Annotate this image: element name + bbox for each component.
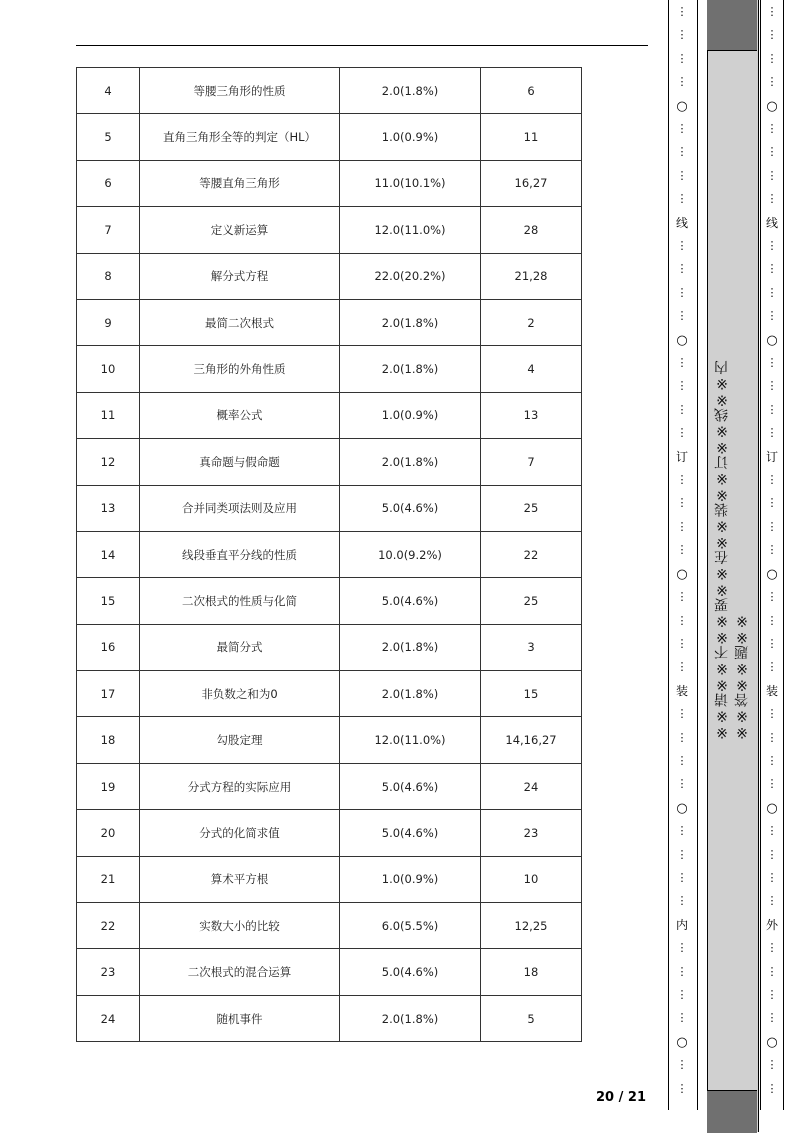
outer-dots: ⋮	[766, 496, 778, 510]
inner-dots: ⋮	[676, 5, 688, 18]
knowledge-point: 实数大小的比较	[140, 903, 340, 949]
question-numbers: 14,16,27	[481, 717, 582, 763]
table-row	[77, 856, 582, 902]
inner-dots: ⋮	[676, 870, 688, 884]
inner-dots: ⋮	[676, 473, 688, 487]
inner-circle-mark: ○	[676, 332, 688, 348]
inner-label: 装	[675, 683, 688, 698]
inner-circle-mark: ○	[676, 1034, 688, 1050]
outer-dots: ⋮	[766, 613, 778, 627]
outer-dots: ⋮	[766, 964, 778, 978]
inner-dots: ⋮	[676, 660, 688, 674]
inner-circle-mark: ○	[676, 98, 688, 114]
table-row	[77, 299, 582, 345]
outer-dots: ⋮	[766, 285, 778, 299]
score-ratio: 5.0(4.6%)	[340, 949, 481, 995]
row-number: 10	[77, 346, 140, 392]
outer-label: 订	[765, 449, 778, 464]
question-numbers: 5	[481, 995, 582, 1041]
inner-dots: ⋮	[676, 285, 688, 299]
score-ratio: 12.0(11.0%)	[340, 717, 481, 763]
outer-dots: ⋮	[766, 192, 778, 206]
inner-dots: ⋮	[676, 777, 688, 791]
outer-circle-mark: ○	[766, 98, 778, 114]
table-row	[77, 671, 582, 717]
table-row	[77, 114, 582, 160]
outer-dots: ⋮	[766, 777, 778, 791]
outer-dots: ⋮	[766, 730, 778, 744]
knowledge-point: 概率公式	[140, 392, 340, 438]
outer-dots: ⋮	[766, 239, 778, 253]
score-ratio: 2.0(1.8%)	[340, 671, 481, 717]
row-number: 24	[77, 995, 140, 1041]
outer-dots: ⋮	[766, 636, 778, 650]
inner-dots: ⋮	[676, 145, 688, 159]
inner-dots: ⋮	[676, 75, 688, 89]
inner-dots: ⋮	[676, 894, 688, 908]
total-pages: 21	[627, 1090, 646, 1105]
inner-dots: ⋮	[676, 519, 688, 533]
inner-dots: ⋮	[676, 987, 688, 1001]
outer-dots: ⋮	[766, 309, 778, 323]
outer-dots: ⋮	[766, 987, 778, 1001]
knowledge-point: 合并同类项法则及应用	[140, 485, 340, 531]
question-numbers: 25	[481, 578, 582, 624]
inner-dots: ⋮	[676, 941, 688, 955]
inner-dots: ⋮	[676, 309, 688, 323]
outer-dots: ⋮	[766, 1081, 778, 1095]
row-number: 6	[77, 160, 140, 206]
knowledge-point: 随机事件	[140, 995, 340, 1041]
table-row	[77, 810, 582, 856]
inner-dots: ⋮	[676, 964, 688, 978]
table-row	[77, 485, 582, 531]
score-ratio: 5.0(4.6%)	[340, 763, 481, 809]
score-ratio: 1.0(0.9%)	[340, 392, 481, 438]
outer-dots: ⋮	[766, 543, 778, 557]
inner-dots: ⋮	[676, 636, 688, 650]
score-ratio: 5.0(4.6%)	[340, 810, 481, 856]
outer-dots: ⋮	[766, 145, 778, 159]
current-page: 20	[596, 1090, 615, 1105]
inner-dots: ⋮	[676, 262, 688, 276]
outer-dots: ⋮	[766, 894, 778, 908]
outer-dots: ⋮	[766, 168, 778, 182]
inner-circle-mark: ○	[676, 566, 688, 582]
row-number: 19	[77, 763, 140, 809]
knowledge-point: 三角形的外角性质	[140, 346, 340, 392]
question-numbers: 21,28	[481, 253, 582, 299]
knowledge-point: 二次根式的混合运算	[140, 949, 340, 995]
knowledge-point: 分式方程的实际应用	[140, 763, 340, 809]
question-numbers: 12,25	[481, 903, 582, 949]
inner-dots: ⋮	[676, 543, 688, 557]
question-numbers: 24	[481, 763, 582, 809]
table-row	[77, 717, 582, 763]
table-row	[77, 624, 582, 670]
outer-circle-mark: ○	[766, 332, 778, 348]
table-row	[77, 531, 582, 577]
row-number: 7	[77, 207, 140, 253]
inner-circle-mark: ○	[676, 800, 688, 816]
knowledge-point: 分式的化简求值	[140, 810, 340, 856]
question-numbers: 28	[481, 207, 582, 253]
outer-dots: ⋮	[766, 379, 778, 393]
row-number: 9	[77, 299, 140, 345]
inner-label: 订	[675, 449, 688, 464]
knowledge-point: 线段垂直平分线的性质	[140, 531, 340, 577]
score-ratio: 2.0(1.8%)	[340, 439, 481, 485]
score-ratio: 12.0(11.0%)	[340, 207, 481, 253]
question-numbers: 3	[481, 624, 582, 670]
knowledge-point: 二次根式的性质与化简	[140, 578, 340, 624]
outer-dots: ⋮	[766, 753, 778, 767]
score-ratio: 2.0(1.8%)	[340, 995, 481, 1041]
row-number: 4	[77, 68, 140, 114]
table-row	[77, 995, 582, 1041]
inner-dots: ⋮	[676, 824, 688, 838]
question-numbers: 13	[481, 392, 582, 438]
inner-dots: ⋮	[676, 379, 688, 393]
score-ratio: 1.0(0.9%)	[340, 114, 481, 160]
binding-top-block	[707, 0, 757, 51]
outer-circle-mark: ○	[766, 800, 778, 816]
header-rule	[76, 45, 648, 46]
row-number: 18	[77, 717, 140, 763]
outer-dots: ⋮	[766, 75, 778, 89]
outer-dots: ⋮	[766, 1011, 778, 1025]
question-numbers: 11	[481, 114, 582, 160]
table-row	[77, 439, 582, 485]
inner-binding-track	[672, 0, 692, 1110]
outer-circle-mark: ○	[766, 566, 778, 582]
row-number: 23	[77, 949, 140, 995]
outer-dots: ⋮	[766, 1058, 778, 1072]
score-ratio: 2.0(1.8%)	[340, 624, 481, 670]
score-ratio: 11.0(10.1%)	[340, 160, 481, 206]
knowledge-point: 等腰直角三角形	[140, 160, 340, 206]
inner-dots: ⋮	[676, 707, 688, 721]
outer-label: 外	[765, 917, 778, 932]
page-separator: /	[618, 1090, 624, 1105]
question-numbers: 23	[481, 810, 582, 856]
table-row	[77, 346, 582, 392]
outer-dots: ⋮	[766, 519, 778, 533]
inner-dots: ⋮	[676, 847, 688, 861]
outer-label: 线	[765, 215, 778, 230]
row-number: 21	[77, 856, 140, 902]
inner-dots: ⋮	[676, 496, 688, 510]
score-ratio: 1.0(0.9%)	[340, 856, 481, 902]
outer-dots: ⋮	[766, 707, 778, 721]
outer-circle-mark: ○	[766, 1034, 778, 1050]
question-numbers: 2	[481, 299, 582, 345]
row-number: 12	[77, 439, 140, 485]
knowledge-point: 解分式方程	[140, 253, 340, 299]
row-number: 17	[77, 671, 140, 717]
knowledge-point: 勾股定理	[140, 717, 340, 763]
table-row	[77, 949, 582, 995]
question-numbers: 4	[481, 346, 582, 392]
row-number: 5	[77, 114, 140, 160]
knowledge-point: 最简二次根式	[140, 299, 340, 345]
outer-dots: ⋮	[766, 847, 778, 861]
inner-dots: ⋮	[676, 613, 688, 627]
question-numbers: 16,27	[481, 160, 582, 206]
table-row	[77, 160, 582, 206]
inner-dots: ⋮	[676, 28, 688, 42]
table-row	[77, 207, 582, 253]
inner-dots: ⋮	[676, 168, 688, 182]
inner-dots: ⋮	[676, 426, 688, 440]
outer-binding-track	[762, 0, 782, 1110]
question-numbers: 15	[481, 671, 582, 717]
score-ratio: 6.0(5.5%)	[340, 903, 481, 949]
outer-dots: ⋮	[766, 870, 778, 884]
table-row	[77, 392, 582, 438]
binding-warning-text: ※※请※※不※※要※※在※※装※※订※※线※※内※※答※※题※※	[714, 360, 750, 740]
knowledge-point: 非负数之和为0	[140, 671, 340, 717]
inner-dots: ⋮	[676, 51, 688, 65]
score-ratio: 2.0(1.8%)	[340, 68, 481, 114]
row-number: 16	[77, 624, 140, 670]
knowledge-point: 最简分式	[140, 624, 340, 670]
knowledge-point: 等腰三角形的性质	[140, 68, 340, 114]
row-number: 15	[77, 578, 140, 624]
question-numbers: 18	[481, 949, 582, 995]
outer-dots: ⋮	[766, 473, 778, 487]
inner-dots: ⋮	[676, 402, 688, 416]
outer-dots: ⋮	[766, 660, 778, 674]
outer-dots: ⋮	[766, 262, 778, 276]
outer-dots: ⋮	[766, 122, 778, 136]
page-number	[596, 1090, 646, 1105]
table-row	[77, 903, 582, 949]
knowledge-point: 算术平方根	[140, 856, 340, 902]
table-row	[77, 578, 582, 624]
knowledge-point-table	[76, 67, 582, 1042]
outer-dots: ⋮	[766, 402, 778, 416]
outer-dots: ⋮	[766, 590, 778, 604]
inner-dots: ⋮	[676, 730, 688, 744]
score-ratio: 22.0(20.2%)	[340, 253, 481, 299]
question-numbers: 25	[481, 485, 582, 531]
question-numbers: 7	[481, 439, 582, 485]
knowledge-point: 定义新运算	[140, 207, 340, 253]
outer-dots: ⋮	[766, 824, 778, 838]
inner-label: 内	[675, 917, 688, 932]
outer-dots: ⋮	[766, 941, 778, 955]
binding-warning	[707, 340, 757, 740]
inner-dots: ⋮	[676, 590, 688, 604]
knowledge-point: 直角三角形全等的判定（HL）	[140, 114, 340, 160]
knowledge-point: 真命题与假命题	[140, 439, 340, 485]
outer-dots: ⋮	[766, 426, 778, 440]
score-ratio: 10.0(9.2%)	[340, 531, 481, 577]
score-ratio: 5.0(4.6%)	[340, 578, 481, 624]
row-number: 14	[77, 531, 140, 577]
outer-label: 装	[765, 683, 778, 698]
outer-dots: ⋮	[766, 5, 778, 18]
inner-dots: ⋮	[676, 122, 688, 136]
question-numbers: 22	[481, 531, 582, 577]
score-ratio: 2.0(1.8%)	[340, 346, 481, 392]
inner-dots: ⋮	[676, 1081, 688, 1095]
outer-dots: ⋮	[766, 28, 778, 42]
row-number: 20	[77, 810, 140, 856]
inner-dots: ⋮	[676, 753, 688, 767]
question-numbers: 10	[481, 856, 582, 902]
inner-dots: ⋮	[676, 356, 688, 370]
score-ratio: 5.0(4.6%)	[340, 485, 481, 531]
inner-dots: ⋮	[676, 239, 688, 253]
table-row	[77, 253, 582, 299]
inner-dots: ⋮	[676, 1011, 688, 1025]
outer-dots: ⋮	[766, 356, 778, 370]
row-number: 22	[77, 903, 140, 949]
table-row	[77, 68, 582, 114]
outer-dots: ⋮	[766, 51, 778, 65]
question-numbers: 6	[481, 68, 582, 114]
inner-dots: ⋮	[676, 192, 688, 206]
row-number: 8	[77, 253, 140, 299]
inner-label: 线	[675, 215, 688, 230]
binding-bottom-block	[707, 1090, 757, 1133]
score-ratio: 2.0(1.8%)	[340, 299, 481, 345]
inner-dots: ⋮	[676, 1058, 688, 1072]
row-number: 13	[77, 485, 140, 531]
row-number: 11	[77, 392, 140, 438]
table-row	[77, 763, 582, 809]
